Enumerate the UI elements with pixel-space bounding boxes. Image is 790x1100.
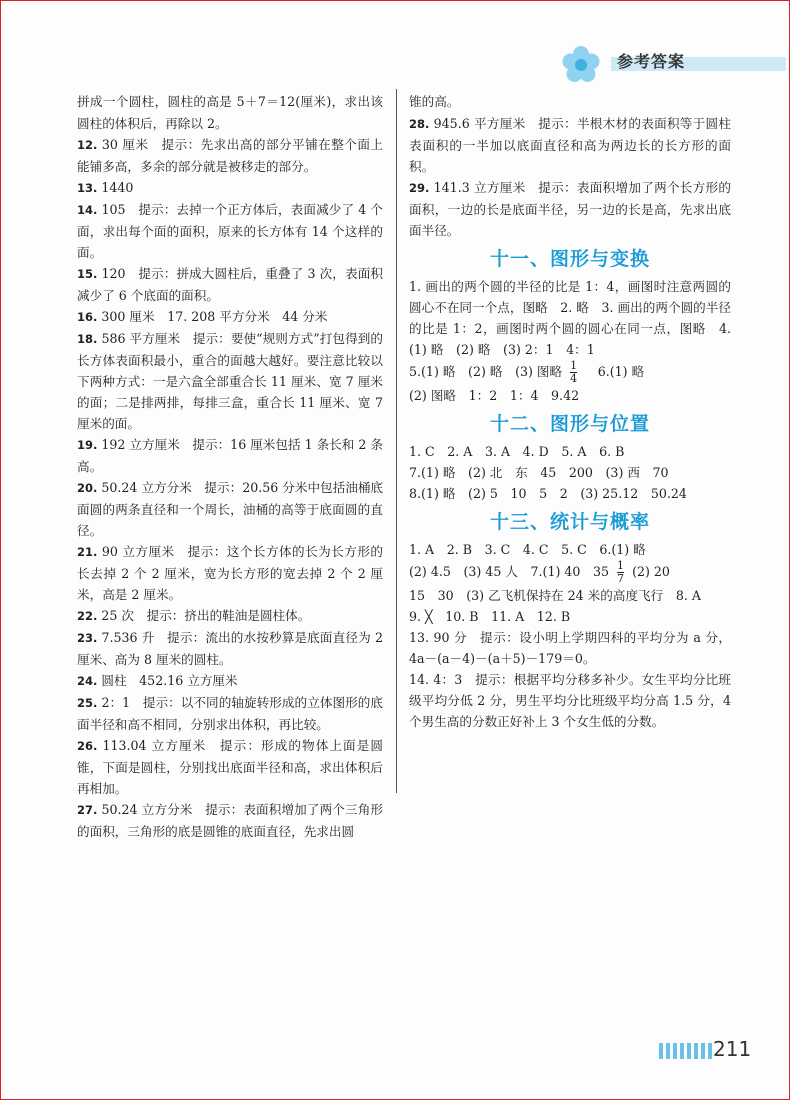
answer-item: 14. 105 提示：去掉一个正方体后，表面减少了 4 个面，求出每个面的面积，原来的长方体有 14 个这样的面。: [77, 202, 383, 260]
answer-item: 12. 30 厘米 提示：先求出高的部分平铺在整个面上能铺多高，多余的部分就是被移走的部分。: [77, 137, 383, 174]
answer-item: 7.(1) 略 (2) 北 东 45 200 (3) 西 70: [409, 465, 669, 480]
answer-item: 拼成一个圆柱，圆柱的高是 5＋7＝12(厘米)，求出该圆柱的体积后，再除以 2。: [77, 94, 383, 131]
answer-item: 22. 25 次 提示：挤出的鞋油是圆柱体。: [77, 608, 311, 623]
left-column: [77, 91, 383, 842]
section-title-transform: 十一、图形与变换: [489, 248, 650, 270]
answer-item: 29. 141.3 立方厘米 提示：表面积增加了两个长方形的面积，一边的长是底面半径，另一边的长是高，先求出底面半径。: [409, 180, 731, 238]
answer-item: 1. 画出的两个圆的半径的比是 1：4，画图时注意两圆的圆心不在同一个点，图略 2. 略 3. 画出的两个圆的半径的比是 1：2，画图时两个圆的圆心在同一点，图略 4.(1) 略 (2) 略 (3) 2：1 4：1: [409, 279, 731, 357]
section-title-statistics: 十三、统计与概率: [489, 511, 650, 533]
column-divider: [396, 89, 397, 793]
fraction: $\frac{1}{7}$: [617, 559, 625, 585]
answer-item: 21. 90 立方厘米 提示：这个长方体的长为长方形的长去掉 2 个 2 厘米，宽为长方形的宽去掉 2 个 2 厘米，高是 2 厘米。: [77, 544, 383, 602]
page-number-bars: [659, 1043, 712, 1059]
answer-item: 13. 90 分 提示：设小明上学期四科的平均分为 a 分，4a－(a－4)－(a＋5)－179＝0。: [409, 630, 731, 666]
answer-item: 28. 945.6 平方厘米 提示：半根木材的表面积等于圆柱表面积的一半加以底面直径和高为两边长的长方形的面积。: [409, 116, 731, 174]
answer-item: 15. 120 提示：拼成大圆柱后，重叠了 3 次，表面积减少了 6 个底面的面积。: [77, 266, 383, 303]
answer-item: 19. 192 立方厘米 提示：16 厘米包括 1 条长和 2 条高。: [77, 437, 383, 474]
answer-item: (2) 图略 1：2 1：4 9.42: [409, 388, 580, 403]
answer-item: 14. 4：3 提示：根据平均分移多补少。女生平均分比班级平均分低 2 分，男生平均分比班级平均分高 1.5 分，4 个男生高的分数正好补上 3 个女生低的分数。: [409, 672, 731, 729]
answer-item: 8.(1) 略 (2) 5 10 5 2 (3) 25.12 50.24: [409, 486, 687, 501]
fraction: $\frac{1}{4}$: [570, 359, 578, 385]
answer-item: 15 30 (3) 乙飞机保持在 24 米的高度飞行 8. A: [409, 588, 701, 603]
answer-item: 27. 50.24 立方分米 提示：表面积增加了两个三角形的面积，三角形的底是圆锥的底面直径，先求出圆: [77, 802, 383, 839]
answer-item: (2) 4.5 (3) 45 人 7.(1) 40 35 $\frac{1}{7}$ (2) 20: [409, 559, 670, 585]
answer-item: 5.(1) 略 (2) 略 (3) 图略 $\frac{1}{4}$ 6.(1) 略: [409, 359, 645, 385]
answer-item: 25. 2：1 提示：以不同的轴旋转形成的立体图形的底面半径和高不相同，分别求出体积，再比较。: [77, 695, 383, 732]
answer-item: 23. 7.536 升 提示：流出的水按秒算是底面直径为 2 厘米、高为 8 厘米的圆柱。: [77, 630, 383, 667]
answer-item: 1. C 2. A 3. A 4. D 5. A 6. B: [409, 444, 625, 459]
flower-icon: [561, 45, 601, 85]
answer-item: 锥的高。: [409, 94, 460, 109]
page-header-title: 参考答案: [617, 52, 686, 71]
right-column: [409, 91, 731, 732]
page-number: 211: [713, 1037, 752, 1061]
answer-item: 20. 50.24 立方分米 提示：20.56 分米中包括油桶底面圆的两条直径和一个周长，油桶的高等于底面圆的直径。: [77, 480, 384, 538]
answer-item: 26. 113.04 立方厘米 提示：形成的物体上面是圆锥，下面是圆柱，分别找出底面半径和高，求出体积后再相加。: [77, 738, 383, 796]
section-title-position: 十二、图形与位置: [489, 413, 650, 435]
answer-item: 24. 圆柱 452.16 立方厘米: [77, 673, 238, 688]
answer-item: 1. A 2. B 3. C 4. C 5. C 6.(1) 略: [409, 542, 646, 557]
answer-item: 16. 300 厘米 17. 208 平方分米 44 分米: [77, 309, 328, 324]
answer-item: 13. 1440: [77, 180, 134, 195]
answer-item: 9. ╳ 10. B 11. A 12. B: [409, 609, 571, 624]
answer-item: 18. 586 平方厘米 提示：要使“规则方式”打包得到的长方体表面积最小，重合的面越大越好。要注意比较以下两种方式：一是六盒全部重合长 11 厘米、宽 7 厘米的面；二是排两排，每排三盒，重合长 11 厘米、宽 7 厘米的面。: [77, 331, 383, 431]
